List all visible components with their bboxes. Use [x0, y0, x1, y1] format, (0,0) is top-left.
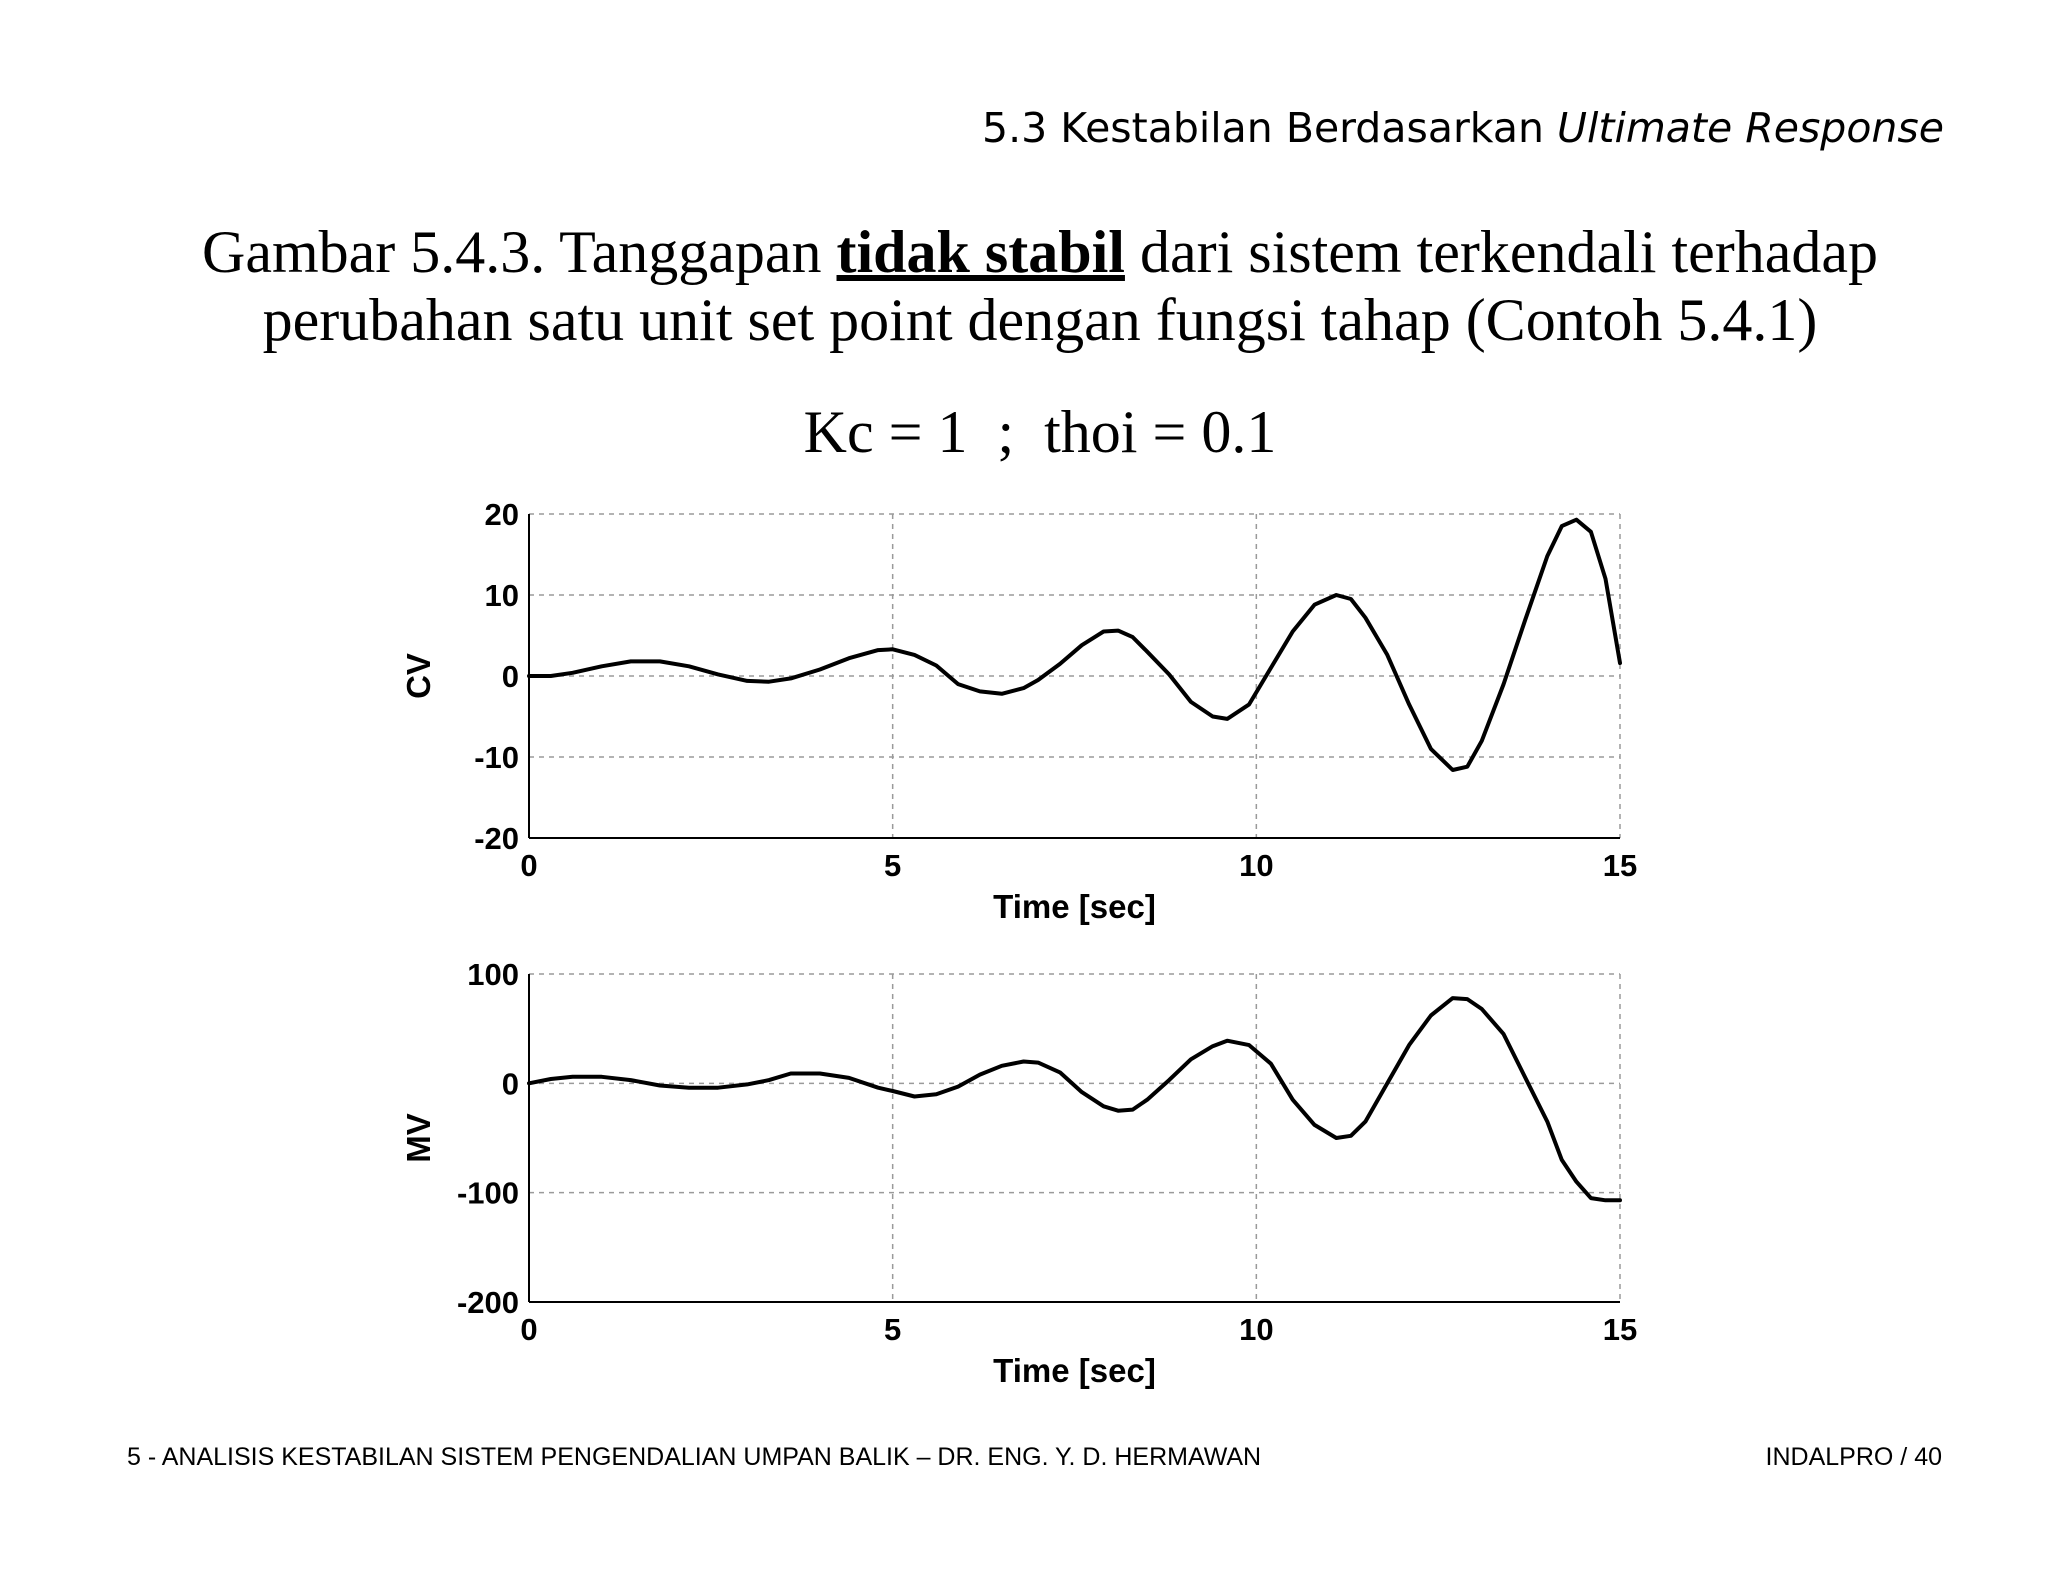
cv-ytick-label: 20: [484, 497, 519, 532]
section-header-text: 5.3 Kestabilan Berdasarkan: [982, 104, 1557, 152]
footer-course-title: 5 - ANALISIS KESTABILAN SISTEM PENGENDALIAN UMPAN BALIK – DR. ENG. Y. D. HERMAWAN: [127, 1443, 1262, 1471]
cv-xtick-label: 10: [1239, 848, 1274, 883]
mv-xtick-label: 0: [520, 1312, 538, 1347]
mv-ytick-label: -100: [456, 1175, 519, 1211]
cv-ytick-label: 10: [484, 578, 519, 613]
cv-xtick-label: 15: [1602, 848, 1638, 883]
controller-parameters: Kc = 1 ; thoi = 0.1: [803, 399, 1277, 465]
mv-ytick-label: 100: [467, 957, 519, 992]
section-header-italic: Ultimate Response: [1556, 104, 1944, 152]
mv-ytick-label: -200: [456, 1285, 519, 1320]
footer-page-number: INDALPRO / 40: [1765, 1443, 1942, 1471]
mv-xtick-label: 5: [884, 1312, 902, 1347]
mv-ylabel: MV: [400, 1113, 437, 1163]
mv-ytick-label: 0: [501, 1066, 519, 1102]
cv-xlabel: Time [sec]: [993, 888, 1156, 925]
cv-xtick-label: 5: [884, 848, 902, 883]
cv-xtick-label: 0: [520, 848, 538, 883]
caption-prefix: Gambar 5.4.3. Tanggapan: [202, 219, 837, 285]
mv-series-line: [529, 998, 1620, 1200]
cv-ytick-label: -10: [474, 740, 519, 775]
mv-xlabel: Time [sec]: [993, 1352, 1156, 1389]
cv-series-line: [529, 520, 1620, 770]
cv-ytick-label: 0: [501, 659, 519, 694]
mv-xtick-label: 15: [1602, 1312, 1638, 1347]
cv-ytick-label: -20: [474, 821, 519, 856]
mv-xtick-label: 10: [1239, 1312, 1274, 1347]
caption-emphasis: tidak stabil: [836, 219, 1125, 285]
cv-ylabel: CV: [400, 653, 437, 699]
caption-suffix: dari sistem terkendali terhadap perubahan satu unit set point dengan fungsi tahap (Contoh 5.4.1): [262, 219, 1878, 353]
